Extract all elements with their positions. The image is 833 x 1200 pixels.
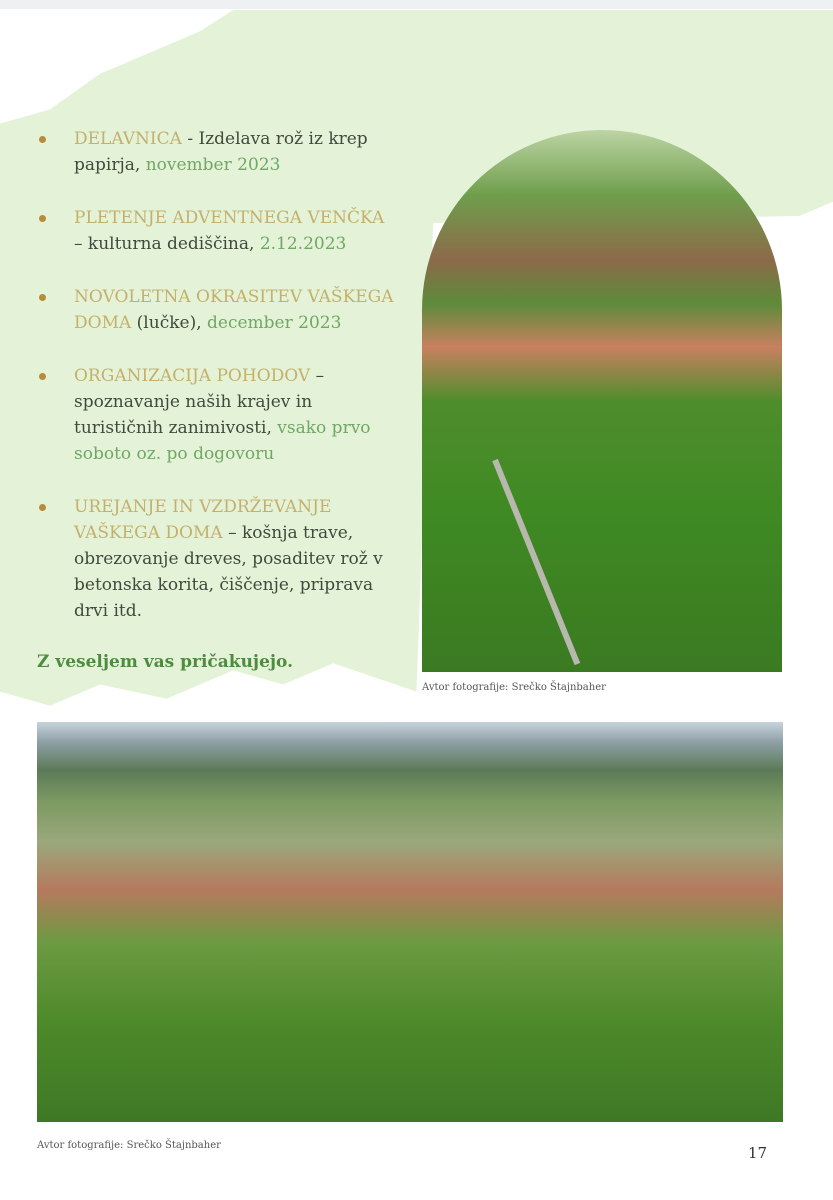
item-date: 2.12.2023 — [259, 234, 347, 254]
item-text: – kulturna dediščina, — [74, 234, 260, 254]
aerial-photo-arch — [422, 130, 782, 672]
photo-caption: Avtor fotografije: Srečko Štajnbaher — [422, 682, 606, 693]
item-title: DELAVNICA — [74, 129, 182, 149]
item-date: december 2023 — [207, 313, 342, 333]
item-title: PLETENJE ADVENTNEGA VENČKA — [74, 208, 385, 228]
photo-caption: Avtor fotografije: Srečko Štajnbaher — [37, 1140, 221, 1151]
item-title: UREJANJE IN VZDRŽEVANJE VAŠKEGA DOMA — [74, 497, 332, 543]
item-date: vsako prvo soboto oz. po dogovoru — [74, 418, 371, 464]
item-text: – spoznavanje naših krajev in turističnih zanimivosti, — [74, 366, 325, 438]
list-item — [36, 205, 396, 257]
item-title: NOVOLETNA OKRASITEV VAŠKEGA DOMA — [74, 287, 394, 333]
item-text: (lučke), — [131, 313, 208, 333]
list-item — [36, 363, 396, 467]
top-bar — [0, 0, 833, 9]
item-text: – košnja trave, obrezovanje dreves, posaditev rož v betonska korita, čiščenje, priprava drvi itd. — [74, 523, 383, 621]
list-item — [36, 494, 396, 624]
list-item — [36, 126, 396, 178]
item-date: november 2023 — [145, 155, 281, 175]
list-item — [36, 284, 396, 336]
aerial-village-photo — [37, 722, 783, 1122]
road-shape — [492, 459, 580, 665]
closing-text: Z veseljem vas pričakujejo. — [37, 652, 294, 672]
item-title: ORGANIZACIJA POHODOV — [74, 366, 311, 386]
page-number: 17 — [748, 1144, 768, 1162]
item-text: - Izdelava rož iz krep papirja, — [74, 129, 368, 175]
activity-list — [36, 126, 396, 651]
